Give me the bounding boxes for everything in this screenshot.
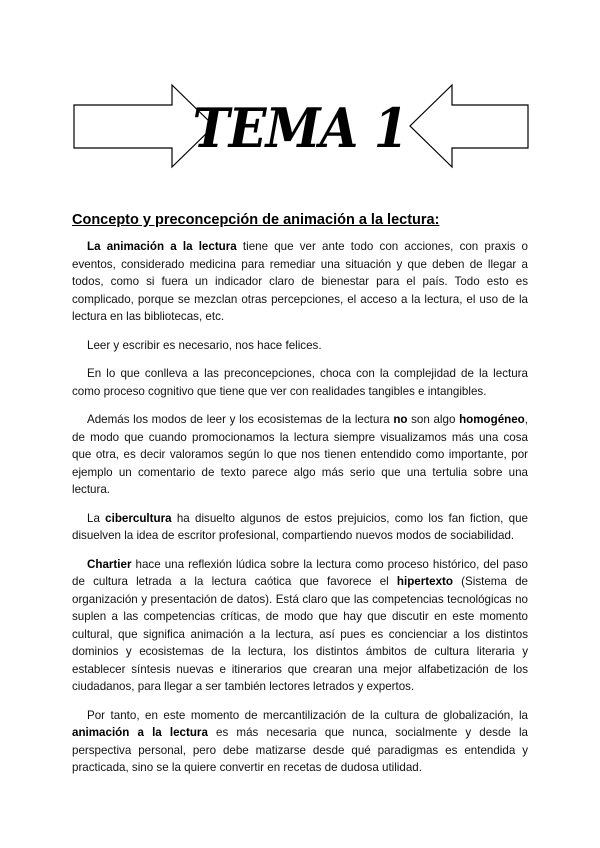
paragraph-1 [72, 238, 528, 326]
paragraph-4 [72, 411, 528, 499]
paragraph-text: hace una reflexión lúdica sobre la lectura como proceso histórico, del paso de cultura letrada a la lectura caótica que favorece el [72, 557, 528, 588]
paragraph-text: (Sistema de organización y presentación de datos). Está claro que las competencias tecnológicas no suplen a las competencias críticas, de modo que hay que discutir en este momento cultural, que significa animación a la lectura, así pues es concienciar a los distintos dominios y ecosistemas de la lectura, los distintos ámbitos de cultura literaria y establecer síntesis nuevas e itinerarios que crearan una mejor alfabetización de los ciudadanos, para llegar a ser también lectores letrados y expertos. [72, 575, 528, 693]
paragraph-text: La [87, 511, 106, 525]
paragraph-text: Por tanto, en este momento de mercantilización de la cultura de globalización, la [87, 708, 528, 722]
bold-term: hipertexto [396, 575, 453, 588]
paragraph-text: Leer y escribir es necesario, nos hace felices. [87, 338, 322, 352]
paragraph-2 [72, 337, 528, 355]
paragraph-text: tiene que ver ante todo con acciones, con praxis o eventos, considerado medicina para remediar una situación y que deben de llegar a todos, como si fuera un indicador claro de bienestar para el país. Todo esto es complicado, porque se mezclan otras percepciones, el acceso a la lectura, el uso de la lectura en las bibliotecas, etc. [72, 240, 528, 323]
paragraph-text: , de modo que cuando promocionamos la lectura siempre visualizamos más una cosa que otra, es decir valoramos según lo que nos tienen entendido como importante, por ejemplo un comentario de texto parece algo más serio que una tertulia sobre una lectura. [72, 413, 528, 496]
paragraph-6 [72, 556, 528, 696]
bold-term: Chartier [87, 557, 132, 571]
paragraph-text: es más necesaria que nunca, socialmente y desde la perspectiva personal, pero debe matizarse desde qué paradigmas es entendida y practicada, sino se la quiere convertir en recetas de dudosa utilidad. [72, 726, 529, 774]
bold-term: homogéneo [459, 413, 525, 426]
paragraph-5 [72, 510, 528, 545]
bold-term: animación a la lectura [72, 726, 208, 739]
paragraph-text: son algo [407, 413, 460, 426]
section-title: Concepto y preconcepción de animación a la lectura: [72, 212, 440, 228]
paragraph-7 [72, 707, 528, 777]
page-title: TEMA 1 [192, 96, 408, 160]
paragraph-text: En lo que conlleva a las preconcepciones, choca con la complejidad de la lectura como proceso cognitivo que tiene que ver con realidades tangibles e intangibles. [72, 367, 528, 398]
paragraph-text: Además los modos de leer y los ecosistemas de la lectura [87, 413, 394, 426]
page-header [0, 0, 600, 200]
document-body [72, 212, 528, 788]
bold-term: La animación a la lectura [87, 240, 237, 253]
bold-term: no [393, 413, 408, 426]
paragraph-3 [72, 365, 528, 400]
bold-term: cibercultura [105, 511, 172, 525]
paragraph-text: ha disuelto algunos de estos prejuicios, como los fan fiction, que disuelven la idea de escritor profesional, compartiendo nuevos modos de sociabilidad. [72, 511, 528, 542]
